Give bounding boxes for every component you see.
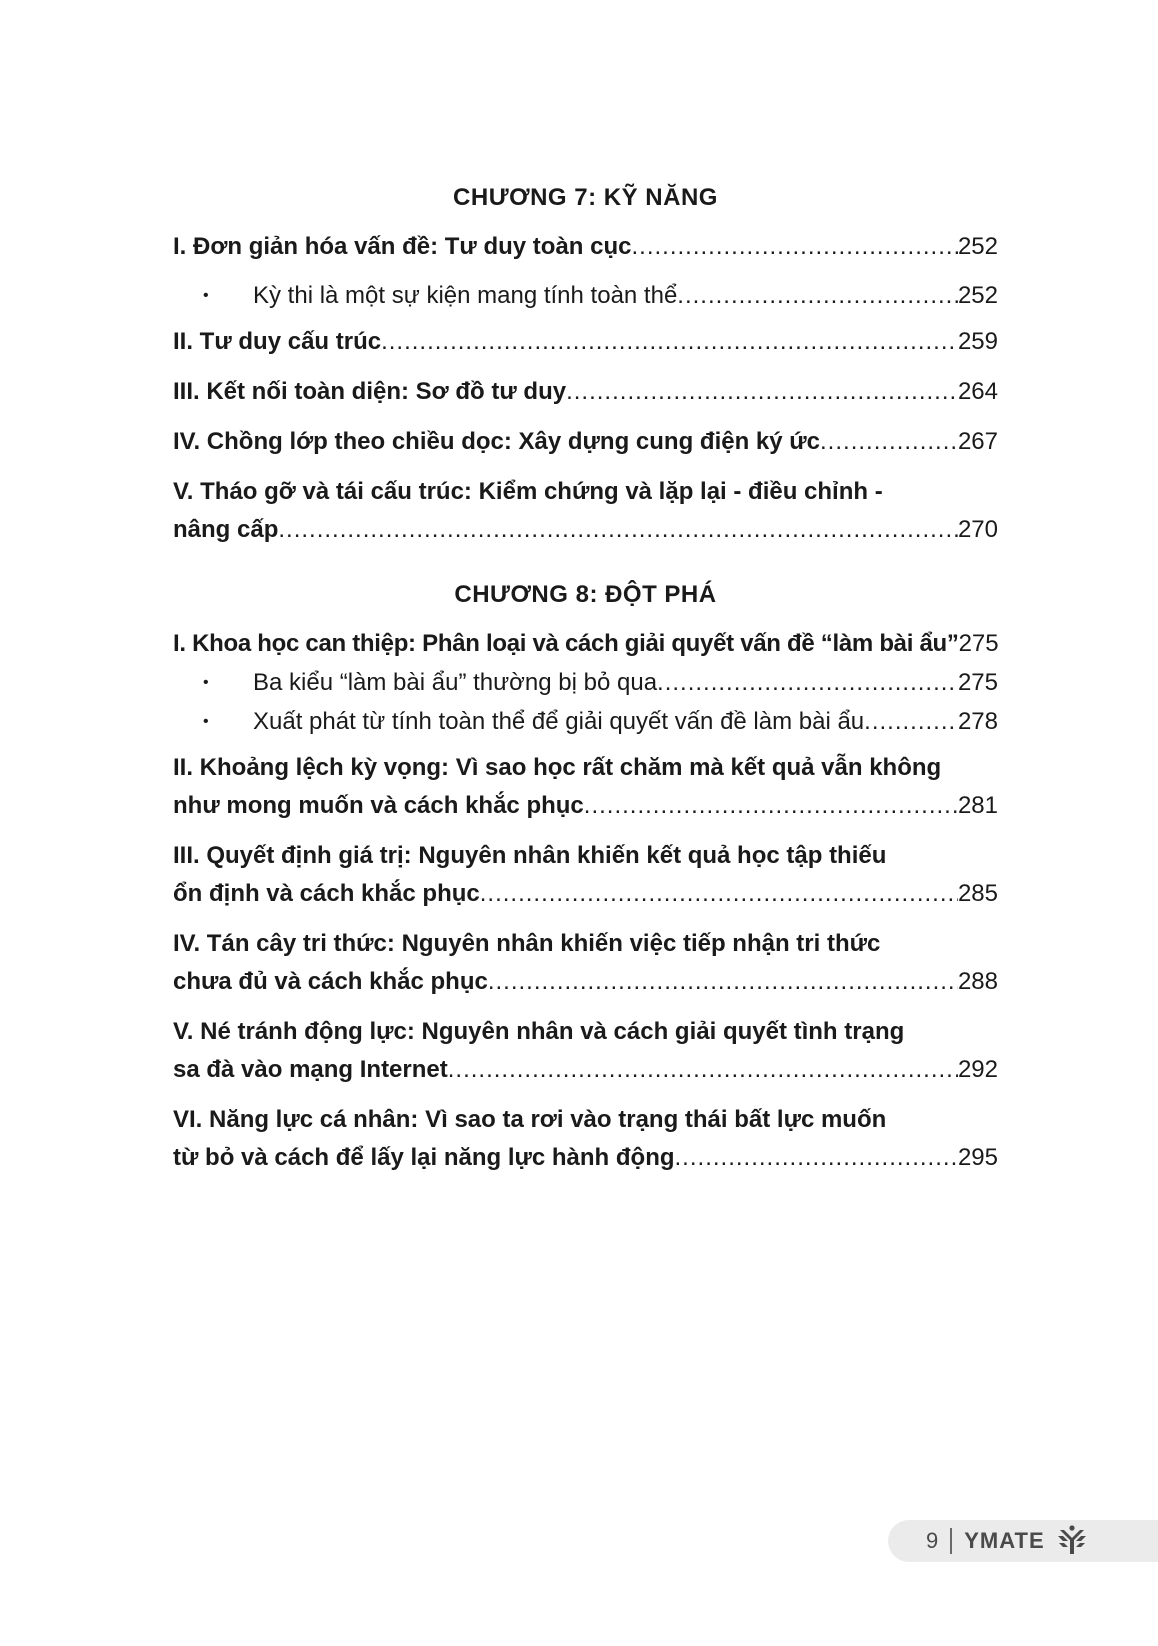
toc-entry [173, 423, 998, 461]
toc-entry [173, 1101, 998, 1177]
toc-entry-page: 292 [957, 1056, 998, 1083]
toc-entry-page: 295 [957, 1144, 998, 1171]
toc-entry-title: như mong muốn và cách khắc phục [173, 792, 584, 819]
dot-leader [677, 278, 958, 314]
toc-entry [173, 473, 998, 549]
toc-entry-page: 288 [957, 968, 998, 995]
toc-entry [173, 625, 998, 663]
toc-entry-title: IV. Chồng lớp theo chiều dọc: Xây dựng cung điện ký ức [173, 428, 821, 455]
toc-entry [173, 925, 998, 1001]
dot-leader [278, 511, 958, 549]
chapter-7-heading: CHƯƠNG 7: KỸ NĂNG [453, 184, 718, 211]
toc-entry-page: 259 [957, 328, 998, 355]
dot-leader [480, 875, 958, 913]
toc-entry-title: từ bỏ và cách để lấy lại năng lực hành động [173, 1144, 675, 1171]
page-footer [888, 1520, 1158, 1562]
toc-entry-title: III. Kết nối toàn diện: Sơ đồ tư duy [173, 378, 567, 405]
toc-entry [173, 837, 998, 913]
toc-subentry-title: Kỳ thi là một sự kiện mang tính toàn thể [253, 282, 678, 309]
dot-leader [657, 665, 958, 701]
toc-entry-title-line1: II. Khoảng lệch kỳ vọng: Vì sao học rất chăm mà kết quả vẫn không [173, 754, 942, 781]
dot-leader [584, 787, 958, 825]
toc-entry [173, 323, 998, 361]
toc-subentry [173, 278, 998, 314]
toc-entry-title: I. Đơn giản hóa vấn đề: Tư duy toàn cục [173, 233, 632, 260]
toc-entry-page: 275 [958, 630, 999, 657]
toc-entry-page: 252 [957, 233, 998, 260]
bullet-icon: • [203, 287, 209, 304]
dot-leader [566, 373, 958, 411]
dot-leader [488, 963, 958, 1001]
toc-entry [173, 749, 998, 825]
footer-divider [950, 1528, 952, 1554]
toc-entry-title-line1: IV. Tán cây tri thức: Nguyên nhân khiến việc tiếp nhận tri thức [173, 930, 881, 957]
brand-name: YMATE [964, 1528, 1045, 1553]
toc-entry [173, 373, 998, 411]
toc-entry-title-line1: VI. Năng lực cá nhân: Vì sao ta rơi vào trạng thái bất lực muốn [173, 1106, 887, 1133]
toc-subentry-title: Ba kiểu “làm bài ẩu” thường bị bỏ qua [253, 669, 658, 696]
toc-subentry-title: Xuất phát từ tính toàn thể để giải quyết vấn đề làm bài ẩu [253, 708, 865, 735]
toc-entry-title: II. Tư duy cấu trúc [173, 328, 382, 355]
chapter-8-heading: CHƯƠNG 8: ĐỘT PHÁ [454, 581, 717, 608]
toc-entry [173, 1013, 998, 1089]
dot-leader [864, 704, 958, 740]
table-of-contents [173, 182, 998, 1189]
toc-entry-title: chưa đủ và cách khắc phục [173, 968, 488, 995]
toc-subentry [173, 665, 998, 701]
toc-subentry-page: 275 [957, 669, 998, 696]
toc-entry-page: 264 [957, 378, 998, 405]
toc-entry-title: ổn định và cách khắc phục [173, 880, 480, 907]
toc-entry-title: sa đà vào mạng Internet [173, 1056, 448, 1083]
toc-entry-title: I. Khoa học can thiệp: Phân loại và cách giải quyết vấn đề “làm bài ẩu” [173, 630, 959, 657]
toc-entry-title-line1: V. Tháo gỡ và tái cấu trúc: Kiểm chứng và lặp lại - điều chỉnh - [173, 478, 883, 505]
bullet-icon: • [203, 713, 209, 730]
toc-entry-page: 285 [957, 880, 998, 907]
toc-entry-page: 267 [957, 428, 998, 455]
toc-entry [173, 228, 998, 266]
toc-entry-title-line1: V. Né tránh động lực: Nguyên nhân và cách giải quyết tình trạng [173, 1018, 905, 1045]
toc-entry-page: 270 [957, 516, 998, 543]
dot-leader [381, 323, 958, 361]
page-number: 9 [926, 1528, 939, 1553]
bullet-icon: • [203, 674, 209, 691]
dot-leader [820, 423, 958, 461]
toc-entry-page: 281 [957, 792, 998, 819]
toc-subentry-page: 278 [957, 708, 998, 735]
toc-entry-title-line1: III. Quyết định giá trị: Nguyên nhân khiến kết quả học tập thiếu [173, 842, 887, 869]
ymate-logo-icon [1055, 1524, 1089, 1558]
dot-leader [631, 228, 957, 266]
dot-leader [448, 1051, 958, 1089]
dot-leader [675, 1139, 958, 1177]
toc-subentry-page: 252 [957, 282, 998, 309]
toc-subentry [173, 704, 998, 740]
toc-entry-title: nâng cấp [173, 516, 279, 543]
